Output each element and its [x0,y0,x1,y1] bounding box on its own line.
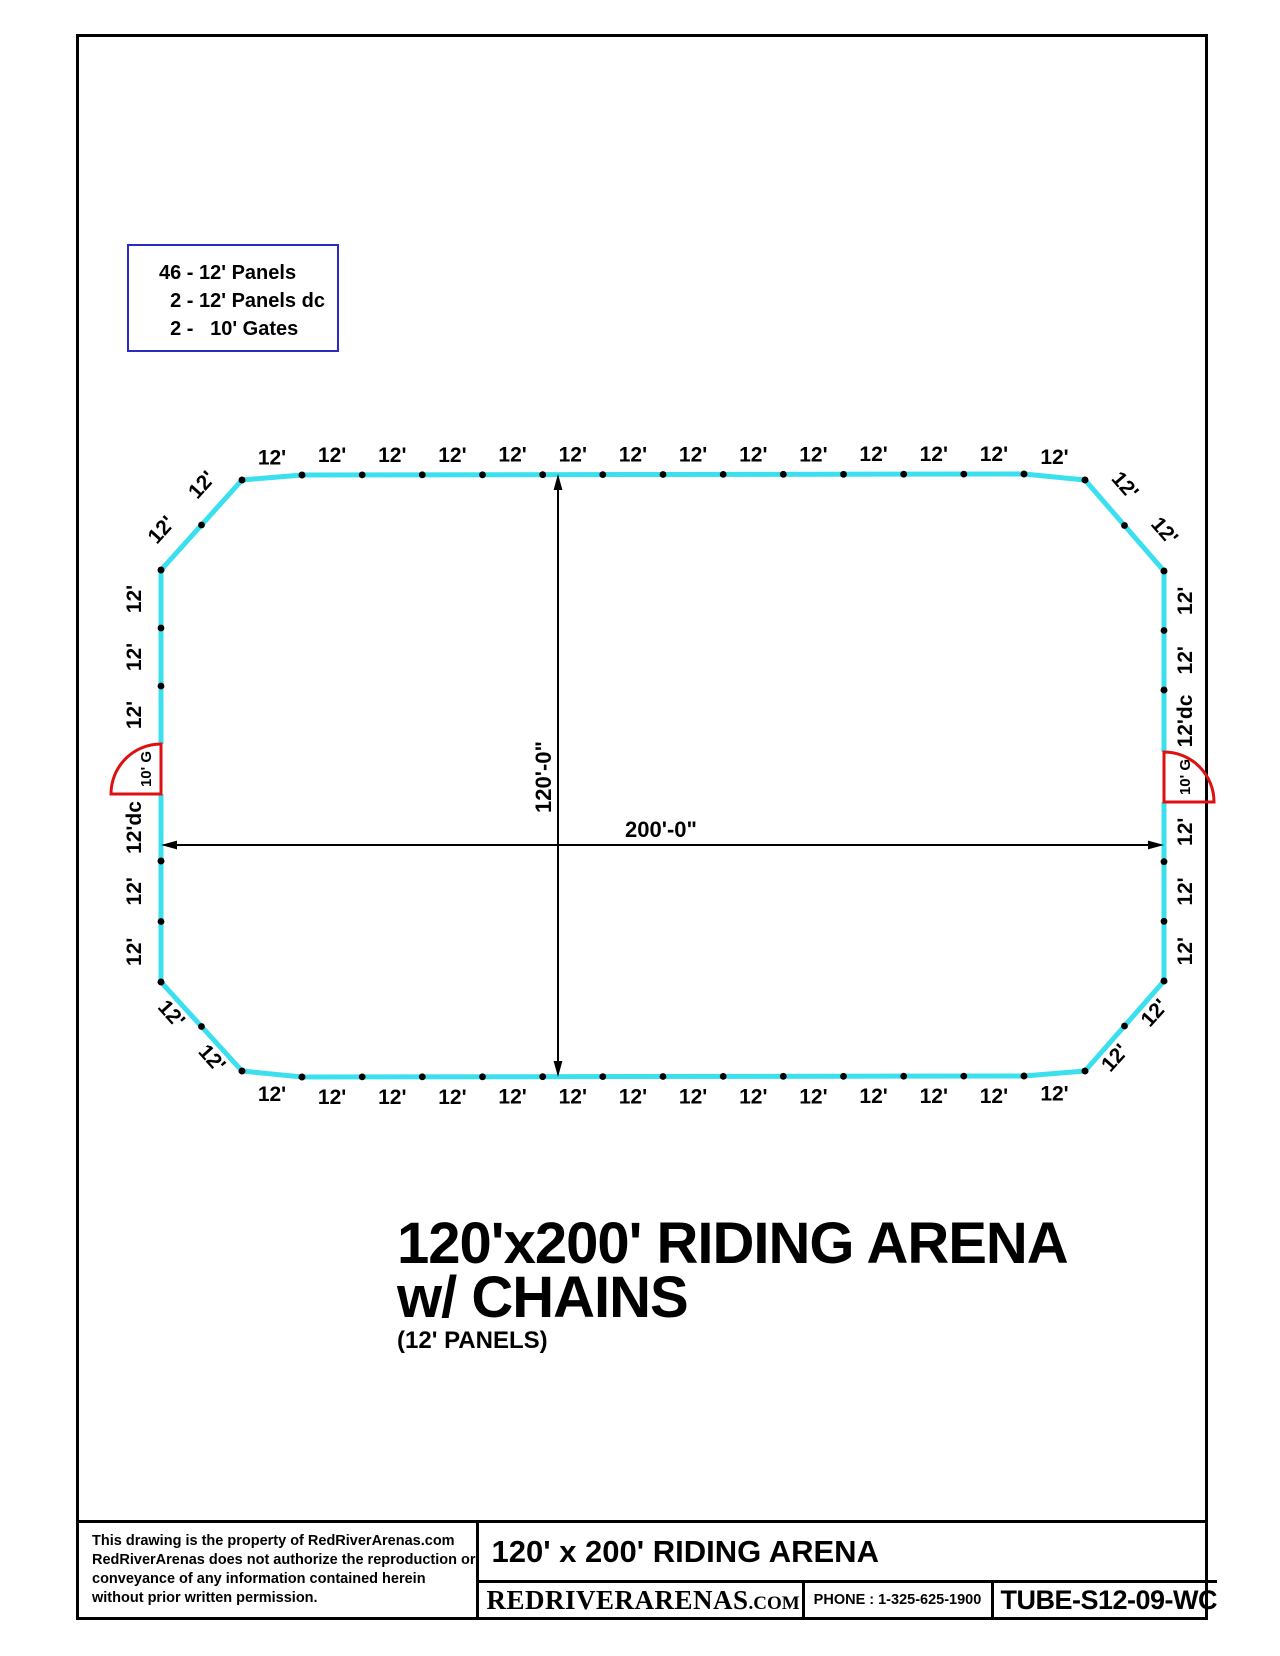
panel-length-label: 12' [678,1085,708,1109]
panel-length-label: 12' [1174,877,1197,906]
panel-joint-dot [239,477,246,484]
page-title-line1: 120'x200' RIDING ARENA [397,1211,1068,1276]
disclaimer-line: RedRiverArenas does not authorize the reproduction or [92,1552,476,1568]
disclaimer-line: This drawing is the property of RedRiverArenas.com [92,1533,455,1549]
panel-length-label: 12' [153,995,190,1033]
panel-length-label: 12' [257,446,287,470]
panel-length-label: 12' [979,1085,1009,1108]
disclaimer-line: without prior written permission. [92,1590,318,1606]
panel-joint-dot [158,625,165,632]
panel-length-label: 12' [1174,586,1197,615]
panel-length-label: 12' [257,1083,287,1106]
panel-length-label: 12' [123,642,146,672]
panel-length-label: 12' [919,443,948,467]
panel-length-label: 12' [919,1085,948,1109]
panel-joint-dot [1121,1023,1128,1030]
panel-joint-dot [198,522,205,529]
height-dimension-label: 120'-0" [531,741,556,813]
panel-length-label: 12' [1096,1039,1134,1077]
panel-length-label: 12' [123,584,146,614]
panel-joint-dot [158,858,165,865]
page-title-subtitle: (12' PANELS) [397,1327,548,1354]
panel-length-label: 12' [1040,446,1069,469]
panel-joint-dot [900,471,907,478]
panel-joint-dot [960,471,967,478]
panel-joint-dot [359,472,366,479]
panel-length-label: 12' [123,700,146,730]
panel-length-label: 12'dc [1174,694,1197,748]
panel-length-label: 12' [143,511,180,549]
panel-joint-dot [539,1073,546,1080]
panel-joint-dot [1161,918,1168,925]
panel-length-label: 12' [799,443,828,467]
panel-length-label: 12' [378,1085,407,1109]
width-dimension-label: 200'-0" [625,817,697,842]
panel-length-label: 12' [1146,512,1183,550]
panel-length-label: 12' [1106,467,1143,504]
panel-length-label: 12' [183,466,221,504]
company-name: REDRIVERARENAS [486,1585,749,1615]
panel-length-label: 12' [498,1085,527,1109]
panel-joint-dot [599,471,606,478]
panel-joint-dot [479,1073,486,1080]
panel-length-label: 12' [438,443,467,467]
panel-joint-dot [1161,568,1168,575]
panel-joint-dot [660,471,667,478]
panel-joint-dot [198,1023,205,1030]
panel-length-label: 12' [799,1085,828,1109]
panel-length-label: 12' [558,443,587,467]
panel-length-label: 12' [678,443,708,467]
panel-length-label: 12' [498,443,527,467]
arena-fence-outline [161,474,1164,752]
legend-panels-count: 46 - 12' Panels [159,262,297,284]
panel-joint-dot [299,1074,306,1081]
panel-length-label: 12' [558,1085,587,1109]
panel-joint-dot [599,1073,606,1080]
panel-length-label: 12' [1136,994,1173,1032]
panel-joint-dot [1161,627,1168,634]
panel-joint-dot [780,1073,787,1080]
panel-joint-dot [1082,477,1089,484]
panel-length-label: 12' [1174,646,1197,675]
panel-joint-dot [1161,687,1168,694]
panel-length-label: 12' [1174,817,1197,846]
panel-joint-dot [539,471,546,478]
drawing-title: 120' x 200' RIDING ARENA [479,1523,1218,1583]
panel-joint-dot [158,979,165,986]
panel-length-label: 12' [739,1085,768,1109]
panel-joint-dot [1082,1068,1089,1075]
panel-length-label: 12' [193,1040,230,1077]
panel-length-label: 12' [438,1085,467,1109]
panel-joint-dot [359,1074,366,1081]
panel-length-label: 12' [859,443,888,467]
panel-joint-dot [720,1073,727,1080]
panel-length-label: 12' [1174,937,1197,966]
legend-gates-count: 2 - 10' Gates [159,318,299,340]
panel-joint-dot [840,1073,847,1080]
gate-right-label: 10' G [1177,758,1194,796]
gate-left-label: 10' G [138,750,155,788]
panel-joint-dot [900,1073,907,1080]
panel-joint-dot [479,471,486,478]
panel-length-label: 12'dc [123,801,146,854]
phone-cell: PHONE : 1-325-625-1900 [805,1583,994,1617]
panel-joint-dot [158,683,165,690]
panel-joint-dot [239,1068,246,1075]
panel-joint-dot [1021,471,1028,478]
panel-length-label: 12' [739,443,768,467]
panel-joint-dot [660,1073,667,1080]
company-suffix: .COM [748,1593,800,1614]
panel-joint-dot [158,918,165,925]
panel-length-label: 12' [123,937,146,966]
drawing-number-cell: TUBE-S12-09-WC [1000,1584,1218,1615]
panel-joint-dot [1161,858,1168,865]
panel-length-label: 12' [317,1086,347,1109]
panel-joint-dot [1121,522,1128,529]
panel-length-label: 12' [979,443,1009,466]
panel-length-label: 12' [1040,1082,1069,1106]
panel-joint-dot [720,471,727,478]
panel-length-label: 12' [123,877,146,906]
panel-length-label: 12' [378,443,407,467]
panel-joint-dot [1021,1073,1028,1080]
panel-length-label: 12' [859,1085,888,1109]
panel-length-label: 12' [618,443,648,467]
disclaimer-line: conveyance of any information contained herein [92,1571,426,1587]
legend-panels-dc-count: 2 - 12' Panels dc [159,290,325,312]
page-title-line2: w/ CHAINS [397,1265,688,1330]
panel-length-label: 12' [317,444,347,467]
panel-joint-dot [419,471,426,478]
panel-joint-dot [299,472,306,479]
panel-joint-dot [1161,978,1168,985]
panel-length-label: 12' [618,1085,648,1109]
panel-joint-dot [780,471,787,478]
panel-joint-dot [840,471,847,478]
panel-joint-dot [419,1073,426,1080]
panel-joint-dot [960,1073,967,1080]
panel-joint-dot [158,567,165,574]
